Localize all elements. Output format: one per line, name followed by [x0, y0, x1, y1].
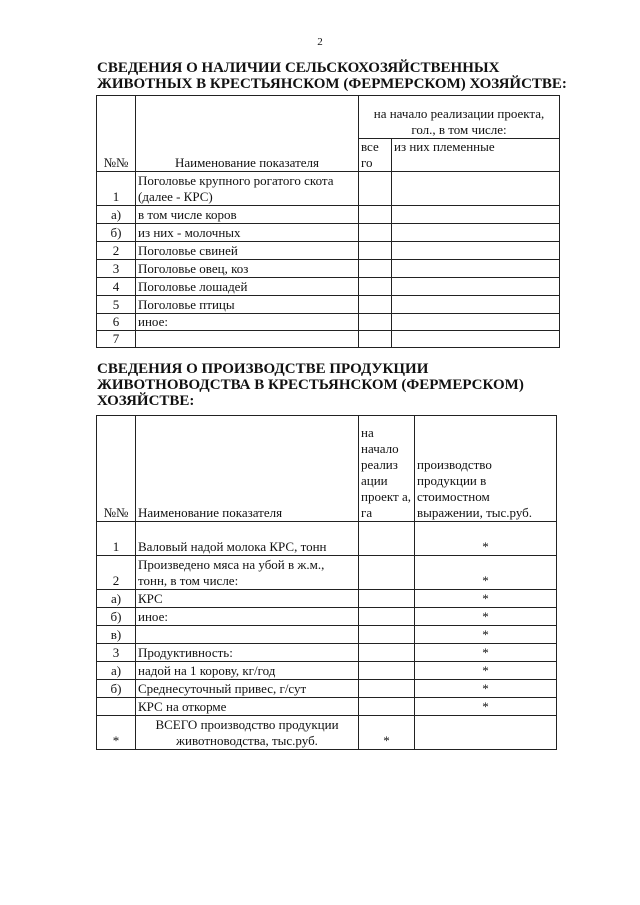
cell-total[interactable]	[359, 206, 392, 224]
cell-total[interactable]	[359, 242, 392, 260]
table-row: 3 Продуктивность: *	[97, 644, 557, 662]
table-row: 5 Поголовье птицы	[97, 296, 560, 314]
header-name: Наименование показателя	[136, 416, 359, 522]
cell-value[interactable]: *	[415, 590, 557, 608]
cell-value[interactable]: *	[415, 680, 557, 698]
livestock-table	[96, 95, 560, 348]
cell-breeding[interactable]	[392, 206, 560, 224]
cell-total[interactable]	[359, 278, 392, 296]
table-row: а) в том числе коров	[97, 206, 560, 224]
header-breeding: из них племенные	[392, 139, 560, 172]
cell-start[interactable]	[359, 680, 415, 698]
cell-start[interactable]	[359, 626, 415, 644]
header-num: №№	[97, 96, 136, 172]
production-heading: СВЕДЕНИЯ О ПРОИЗВОДСТВЕ ПРОДУКЦИИ ЖИВОТНОВОДСТВА В КРЕСТЬЯНСКОМ (ФЕРМЕРСКОМ) ХОЗЯЙСТВЕ:	[97, 361, 524, 409]
table-row: 2 Поголовье свиней	[97, 242, 560, 260]
table-row: б) Среднесуточный привес, г/сут *	[97, 680, 557, 698]
cell-breeding[interactable]	[392, 331, 560, 348]
table-row: 2 Произведено мяса на убой в ж.м., тонн, в том числе: *	[97, 556, 557, 590]
table-row: 6 иное:	[97, 314, 560, 331]
table-row: КРС на откорме *	[97, 698, 557, 716]
cell-breeding[interactable]	[392, 172, 560, 206]
table-row: б) иное: *	[97, 608, 557, 626]
cell-value[interactable]	[415, 716, 557, 750]
table-row: 7	[97, 331, 560, 348]
header-name: Наименование показателя	[136, 96, 359, 172]
cell-total[interactable]	[359, 331, 392, 348]
cell-value[interactable]: *	[415, 698, 557, 716]
cell-value[interactable]: *	[415, 626, 557, 644]
cell-start[interactable]	[359, 590, 415, 608]
table-row: * ВСЕГО производство продукции животноводства, тыс.руб. *	[97, 716, 557, 750]
cell-start[interactable]	[359, 662, 415, 680]
cell-breeding[interactable]	[392, 224, 560, 242]
table-row: а) надой на 1 корову, кг/год *	[97, 662, 557, 680]
cell-value[interactable]: *	[415, 644, 557, 662]
cell-start[interactable]	[359, 698, 415, 716]
production-table	[96, 415, 557, 750]
table-row: в) *	[97, 626, 557, 644]
table-row: 4 Поголовье лошадей	[97, 278, 560, 296]
cell-total[interactable]	[359, 260, 392, 278]
table-row: 3 Поголовье овец, коз	[97, 260, 560, 278]
cell-breeding[interactable]	[392, 296, 560, 314]
header-group: на начало реализации проекта, гол., в том числе:	[359, 96, 560, 139]
cell-total[interactable]	[359, 314, 392, 331]
cell-start[interactable]	[359, 556, 415, 590]
cell-value[interactable]: *	[415, 608, 557, 626]
table-row: 1 Поголовье крупного рогатого скота (далее - КРС)	[97, 172, 560, 206]
cell-breeding[interactable]	[392, 314, 560, 331]
table-row: а) КРС *	[97, 590, 557, 608]
cell-value[interactable]: *	[415, 662, 557, 680]
page-number: 2	[317, 36, 323, 48]
cell-start[interactable]: *	[359, 716, 415, 750]
cell-total[interactable]	[359, 296, 392, 314]
cell-total[interactable]	[359, 224, 392, 242]
header-start: на начало реализ ации проект а, га	[359, 416, 415, 522]
cell-breeding[interactable]	[392, 278, 560, 296]
cell-breeding[interactable]	[392, 260, 560, 278]
header-value: производство продукции в стоимостном выражении, тыс.руб.	[415, 416, 557, 522]
cell-value[interactable]: *	[415, 556, 557, 590]
header-total: все го	[359, 139, 392, 172]
cell-breeding[interactable]	[392, 242, 560, 260]
cell-value[interactable]: *	[415, 522, 557, 556]
header-num: №№	[97, 416, 136, 522]
livestock-heading: СВЕДЕНИЯ О НАЛИЧИИ СЕЛЬСКОХОЗЯЙСТВЕННЫХ ЖИВОТНЫХ В КРЕСТЬЯНСКОМ (ФЕРМЕРСКОМ) ХОЗЯЙСТВЕ:	[97, 60, 567, 92]
cell-total[interactable]	[359, 172, 392, 206]
cell-start[interactable]	[359, 608, 415, 626]
cell-start[interactable]	[359, 522, 415, 556]
table-row: 1 Валовый надой молока КРС, тонн *	[97, 522, 557, 556]
cell-start[interactable]	[359, 644, 415, 662]
table-row: б) из них - молочных	[97, 224, 560, 242]
